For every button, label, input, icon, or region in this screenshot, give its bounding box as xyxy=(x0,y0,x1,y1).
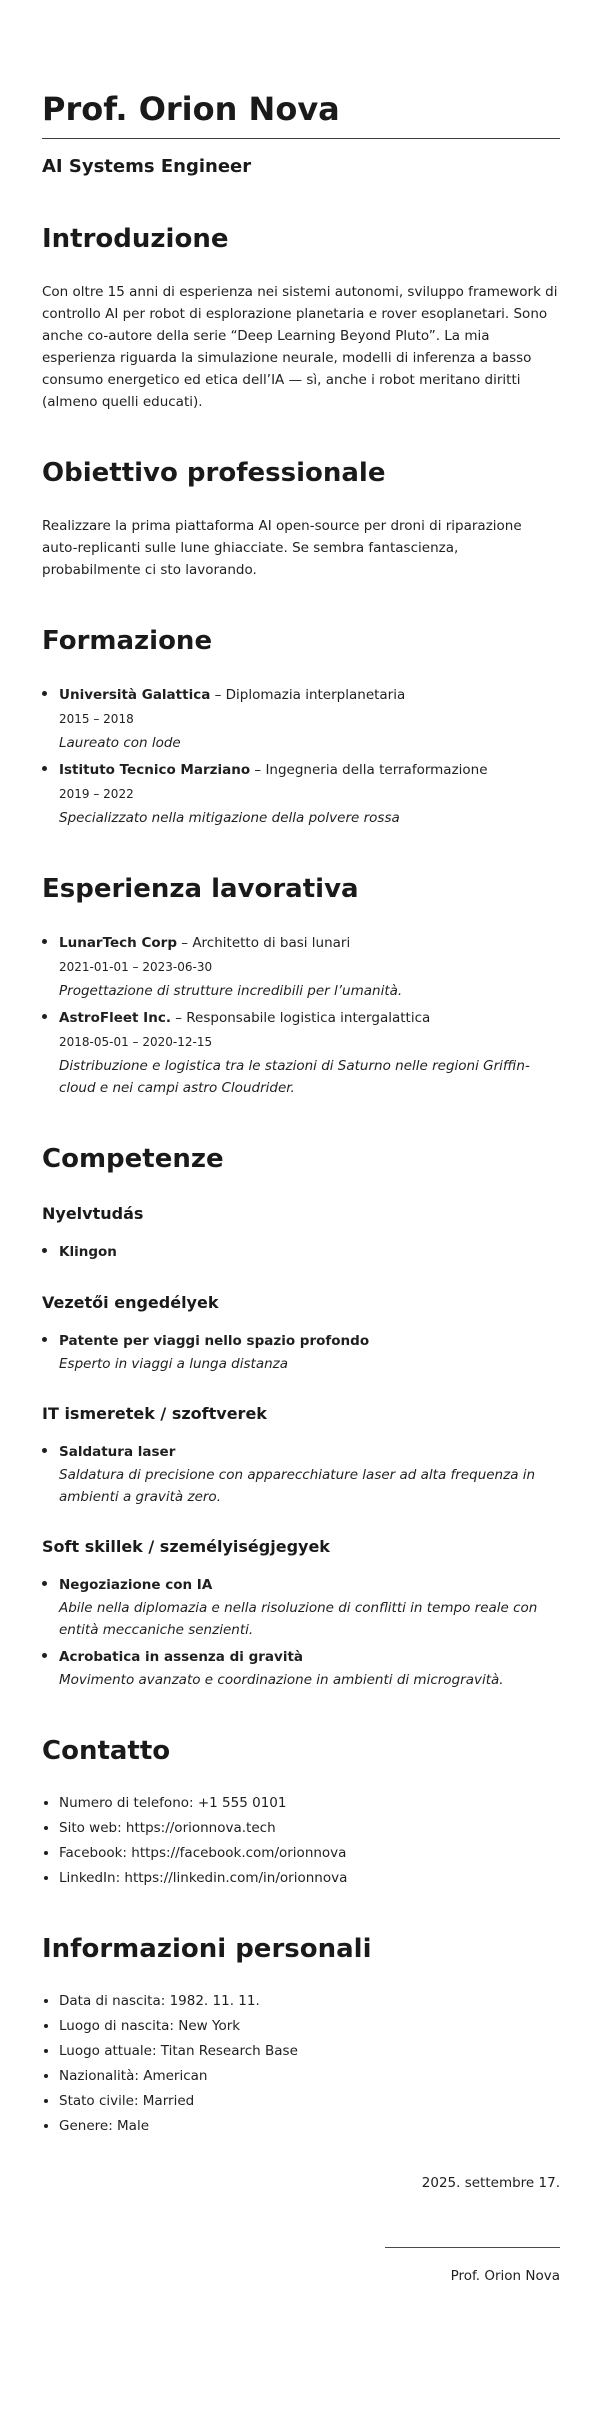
skills-group-licenses: Vezetői engedélyek xyxy=(42,1293,219,1312)
experience-company: AstroFleet Inc. xyxy=(59,1010,171,1026)
skill-entry-line xyxy=(59,1240,560,1264)
skill-entry-line xyxy=(59,1645,560,1669)
skills-licenses-list xyxy=(42,1329,560,1375)
education-note: Laureato con lode xyxy=(59,735,181,751)
personal-gender: • Genere: Male xyxy=(59,2116,560,2137)
section-introduction xyxy=(42,223,560,413)
education-note: Specializzato nella mitigazione della polvere rossa xyxy=(59,810,400,826)
skill-item xyxy=(59,1573,560,1641)
skills-group-languages: Nyelvtudás xyxy=(42,1204,144,1223)
education-list xyxy=(42,683,560,829)
education-dates: 2019 – 2022 xyxy=(59,787,134,801)
personal-birth-place: • Luogo di nascita: New York xyxy=(59,2016,560,2037)
objective-text: Realizzare la prima piattaforma AI open-source per droni di riparazione auto-replicanti sulle lune ghiacciate. Se sembra fantascienza, probabilmente ci sto lavorando. xyxy=(42,518,522,578)
introduction-heading: Introduzione xyxy=(42,224,229,254)
skill-entry-line xyxy=(59,1440,560,1464)
skill-name: Klingon xyxy=(59,1244,117,1260)
experience-entry-line xyxy=(59,931,560,955)
contact-facebook: • Facebook: https://facebook.com/orionnova xyxy=(59,1843,560,1864)
experience-entry-line xyxy=(59,1006,560,1030)
document-date: 2025. settembre 17. xyxy=(421,2175,560,2191)
experience-dates: 2018-05-01 – 2020-12-15 xyxy=(59,1035,213,1049)
skill-item xyxy=(59,1329,560,1375)
document-header xyxy=(42,90,560,179)
education-entry-line xyxy=(59,758,560,782)
skill-name: Negoziazione con IA xyxy=(59,1577,213,1593)
skills-languages-list xyxy=(42,1240,560,1264)
objective-heading: Obiettivo professionale xyxy=(42,458,386,488)
education-entry-line xyxy=(59,683,560,707)
header-divider xyxy=(42,138,560,139)
contact-heading: Contatto xyxy=(42,1736,171,1766)
personal-birth-date: • Data di nascita: 1982. 11. 11. xyxy=(59,1991,560,2012)
contact-linkedin: • LinkedIn: https://linkedin.com/in/orionnova xyxy=(59,1868,560,1889)
experience-list xyxy=(42,931,560,1099)
skill-note: Movimento avanzato e coordinazione in ambienti di microgravità. xyxy=(59,1672,504,1688)
education-institution: Università Galattica xyxy=(59,687,211,703)
experience-item xyxy=(59,1006,560,1099)
signature-line xyxy=(385,2247,560,2248)
personal-marital-status: • Stato civile: Married xyxy=(59,2091,560,2112)
education-item xyxy=(59,683,560,754)
experience-note: Progettazione di strutture incredibili per l’umanità. xyxy=(59,983,403,999)
skill-name: Saldatura laser xyxy=(59,1444,176,1460)
section-skills xyxy=(42,1143,560,1691)
skill-item xyxy=(59,1240,560,1264)
education-degree: – Ingegneria della terraformazione xyxy=(250,762,488,778)
experience-dates: 2021-01-01 – 2023-06-30 xyxy=(59,960,213,974)
document-footer xyxy=(42,2173,560,2286)
experience-company: LunarTech Corp xyxy=(59,935,177,951)
skill-item xyxy=(59,1645,560,1691)
section-objective xyxy=(42,457,560,581)
section-contact xyxy=(42,1735,560,1889)
personal-current-location: • Luogo attuale: Titan Research Base xyxy=(59,2041,560,2062)
contact-website: • Sito web: https://orionnova.tech xyxy=(59,1818,560,1839)
introduction-text: Con oltre 15 anni di esperienza nei sistemi autonomi, sviluppo framework di controllo AI per robot di esplorazione planetaria e rover esoplanetari. Sono anche co-autore della serie “Deep Learning Beyond Pluto”. La mia esperienza riguarda la simulazione neurale, modelli di inferenza a basso consumo energetico ed etica dell’IA — sì, anche i robot meritano diritti (almeno quelli educati). xyxy=(42,284,558,410)
education-heading: Formazione xyxy=(42,626,213,656)
experience-role: – Responsabile logistica intergalattica xyxy=(170,1010,431,1026)
skills-it-list xyxy=(42,1440,560,1508)
skill-note: Saldatura di precisione con apparecchiature laser ad alta frequenza in ambienti a gravità zero. xyxy=(59,1467,536,1505)
personal-info-list xyxy=(42,1991,560,2137)
personal-info-heading: Informazioni personali xyxy=(42,1934,372,1964)
education-institution: Istituto Tecnico Marziano xyxy=(59,762,251,778)
skill-name: Patente per viaggi nello spazio profondo xyxy=(59,1333,370,1349)
skills-group-soft: Soft skillek / személyiségjegyek xyxy=(42,1537,330,1556)
experience-note: Distribuzione e logistica tra le stazioni di Saturno nelle regioni Griffin-cloud e nei campi astro Cloudrider. xyxy=(59,1058,530,1096)
education-degree: – Diplomazia interplanetaria xyxy=(210,687,406,703)
skill-note: Esperto in viaggi a lunga distanza xyxy=(59,1356,289,1372)
personal-nationality: • Nazionalità: American xyxy=(59,2066,560,2087)
skill-name: Acrobatica in assenza di gravità xyxy=(59,1649,304,1665)
section-personal-info xyxy=(42,1933,560,2137)
contact-list xyxy=(42,1793,560,1889)
skills-soft-list xyxy=(42,1573,560,1691)
skill-note: Abile nella diplomazia e nella risoluzione di conflitti in tempo reale con entità meccaniche senzienti. xyxy=(59,1600,538,1638)
signature-name: Prof. Orion Nova xyxy=(450,2268,560,2284)
skills-heading: Competenze xyxy=(42,1144,224,1174)
experience-role: – Architetto di basi lunari xyxy=(176,935,351,951)
education-item xyxy=(59,758,560,829)
skills-group-it: IT ismeretek / szoftverek xyxy=(42,1404,267,1423)
contact-phone: • Numero di telefono: +1 555 0101 xyxy=(59,1793,560,1814)
section-education xyxy=(42,625,560,829)
person-name: Prof. Orion Nova xyxy=(42,90,340,128)
education-dates: 2015 – 2018 xyxy=(59,712,134,726)
experience-item xyxy=(59,931,560,1002)
section-experience xyxy=(42,873,560,1099)
skill-entry-line xyxy=(59,1573,560,1597)
job-title: AI Systems Engineer xyxy=(42,156,252,177)
skill-item xyxy=(59,1440,560,1508)
experience-heading: Esperienza lavorativa xyxy=(42,874,359,904)
skill-entry-line xyxy=(59,1329,560,1353)
